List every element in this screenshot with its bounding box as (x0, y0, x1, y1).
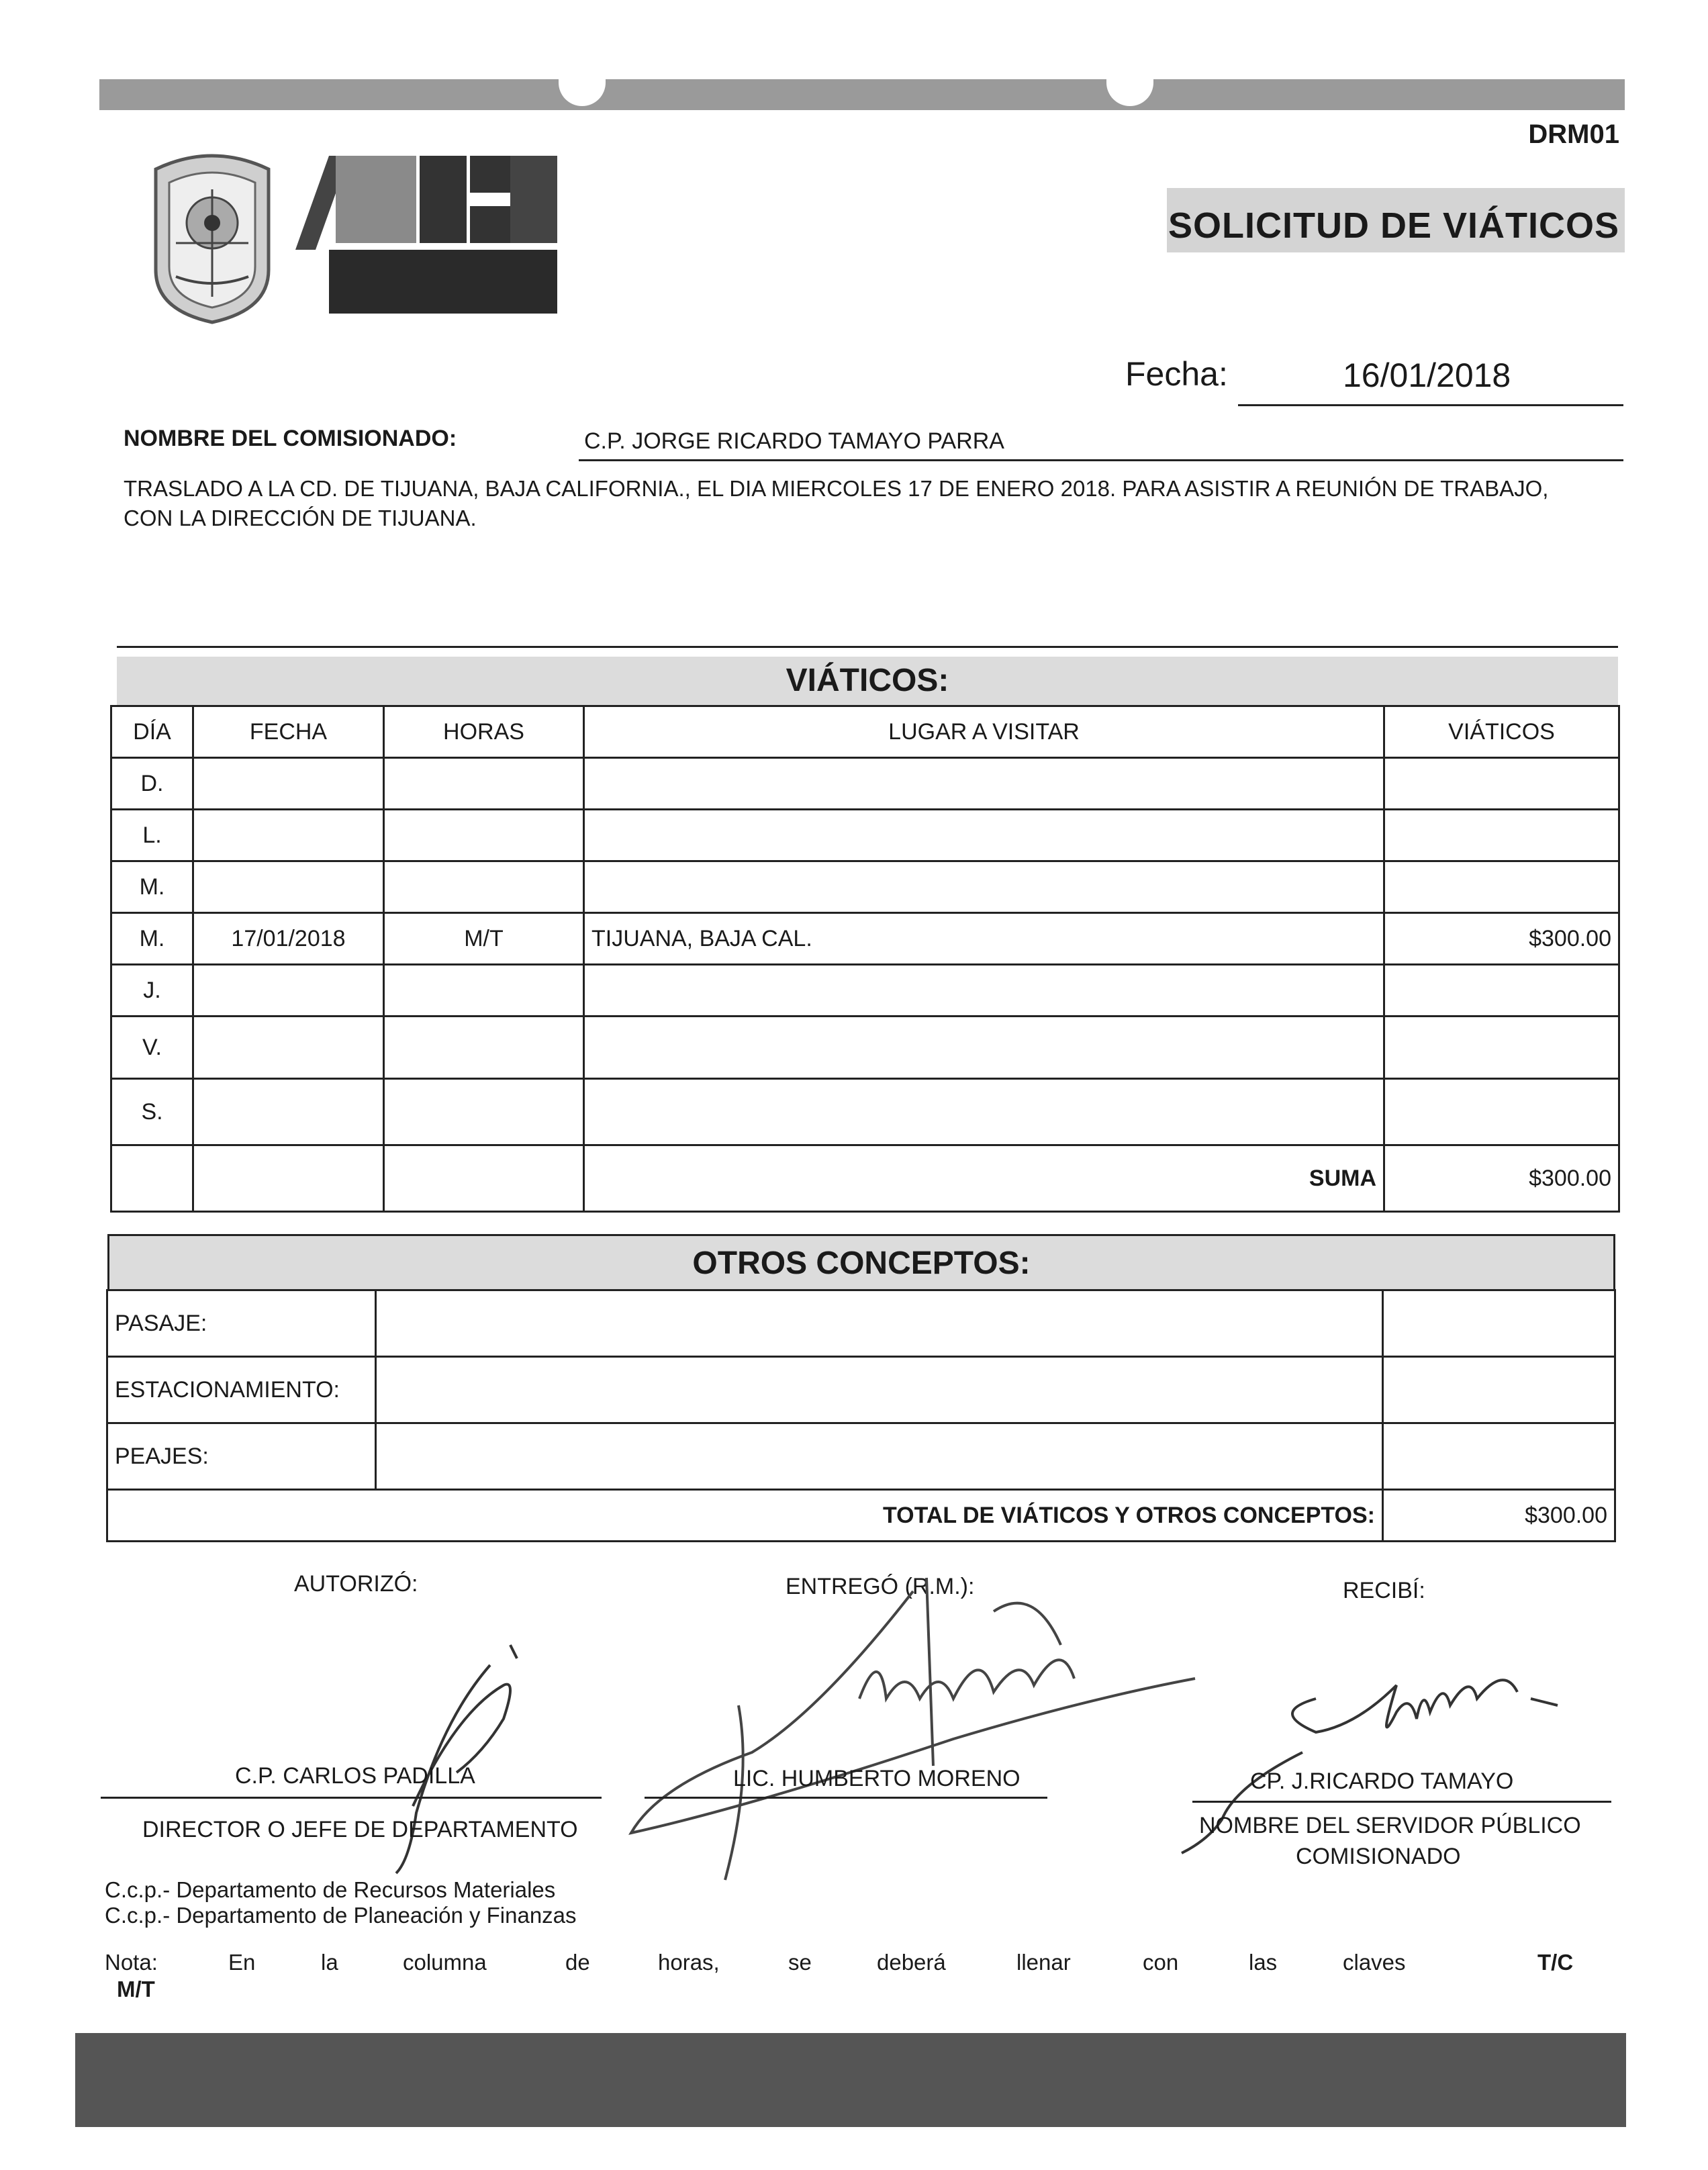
nota-word: En (228, 1950, 256, 1975)
suma-row (111, 1145, 1619, 1212)
row-viaticos (1384, 810, 1619, 861)
nota-word: de (565, 1950, 590, 1975)
otros-blank (376, 1290, 1383, 1357)
suma-empty-cell (111, 1145, 193, 1212)
autorizo-signature-line (101, 1797, 602, 1799)
row-lugar (584, 1017, 1384, 1079)
row-viaticos (1384, 965, 1619, 1017)
table-row (111, 913, 1619, 965)
entrego-signature-line (645, 1797, 1047, 1799)
nota-code-tc: T/C (1537, 1950, 1574, 1975)
total-label: TOTAL DE VIÁTICOS Y OTROS CONCEPTOS: (107, 1490, 1383, 1542)
table-row (111, 810, 1619, 861)
otros-label-pasaje: PASAJE: (107, 1290, 376, 1357)
fecha-label: Fecha: (1125, 355, 1228, 393)
otros-label-estacionamiento: ESTACIONAMIENTO: (107, 1357, 376, 1423)
row-lugar (584, 965, 1384, 1017)
ccp-line-1: C.c.p.- Departamento de Recursos Materiales (105, 1877, 556, 1902)
otros-section-title: OTROS CONCEPTOS: (107, 1234, 1615, 1291)
row-horas (384, 758, 584, 810)
autorizo-role: DIRECTOR O JEFE DE DEPARTAMENTO (142, 1817, 578, 1842)
entrego-label: ENTREGÓ (R.M.): (786, 1574, 975, 1599)
table-row (107, 1423, 1615, 1490)
nota-word: la (321, 1950, 338, 1975)
row-dia: V. (111, 1017, 193, 1079)
otros-value-estacionamiento (1383, 1357, 1615, 1423)
row-fecha (193, 965, 384, 1017)
otros-table (106, 1289, 1616, 1542)
motivo-line-1: TRASLADO A LA CD. DE TIJUANA, BAJA CALIFORNIA., EL DIA MIERCOLES 17 DE ENERO 2018. PARA ASISTIR A REUNIÓN DE TRABAJO, (124, 476, 1549, 501)
nota-word: columna (403, 1950, 487, 1975)
document-title: SOLICITUD DE VIÁTICOS (1168, 205, 1619, 246)
table-row (111, 758, 1619, 810)
nota-word: con (1143, 1950, 1179, 1975)
suma-label: SUMA (584, 1145, 1384, 1212)
top-header-bar (99, 79, 1625, 110)
row-lugar (584, 758, 1384, 810)
comisionado-name: C.P. JORGE RICARDO TAMAYO PARRA (584, 428, 1004, 454)
viaticos-table (110, 705, 1620, 1213)
motivo-line-2: CON LA DIRECCIÓN DE TIJUANA. (124, 506, 477, 530)
viaticos-section-title: VIÁTICOS: (117, 657, 1618, 705)
row-dia: M. (111, 861, 193, 913)
recibi-name: CP. J.RICARDO TAMAYO (1250, 1768, 1514, 1794)
footer-bar (75, 2033, 1626, 2127)
suma-value: $300.00 (1384, 1145, 1619, 1212)
suma-empty-cell (384, 1145, 584, 1212)
comisionado-underline (579, 459, 1623, 461)
suma-empty-cell (193, 1145, 384, 1212)
otros-value-pasaje (1383, 1290, 1615, 1357)
entrego-name: LIC. HUMBERTO MORENO (733, 1766, 1021, 1791)
section-separator (117, 646, 1618, 648)
table-row (111, 1017, 1619, 1079)
row-fecha (193, 1017, 384, 1079)
row-dia: L. (111, 810, 193, 861)
total-value: $300.00 (1383, 1490, 1615, 1542)
header-dia: DÍA (111, 706, 193, 758)
fecha-value: 16/01/2018 (1343, 357, 1511, 394)
recibi-signature-line (1192, 1801, 1611, 1803)
header-viaticos: VIÁTICOS (1384, 706, 1619, 758)
row-viaticos (1384, 861, 1619, 913)
row-horas: M/T (384, 913, 584, 965)
row-viaticos (1384, 1017, 1619, 1079)
otros-blank (376, 1423, 1383, 1490)
table-row (107, 1357, 1615, 1423)
table-row (111, 861, 1619, 913)
row-dia: M. (111, 913, 193, 965)
row-lugar (584, 1079, 1384, 1145)
autorizo-label: AUTORIZÓ: (294, 1571, 418, 1597)
recibi-role-line-2: COMISIONADO (1296, 1844, 1461, 1869)
ccp-line-2: C.c.p.- Departamento de Planeación y Finanzas (105, 1903, 577, 1928)
institution-logo (289, 156, 564, 317)
nota-word: claves (1343, 1950, 1406, 1975)
row-fecha (193, 861, 384, 913)
row-horas (384, 810, 584, 861)
signature-entrego (618, 1564, 1222, 1914)
nota-word: se (788, 1950, 812, 1975)
signature-autorizo (349, 1638, 551, 1880)
document-code: DRM01 (1528, 120, 1619, 149)
row-fecha: 17/01/2018 (193, 913, 384, 965)
row-dia: D. (111, 758, 193, 810)
row-horas (384, 1079, 584, 1145)
row-viaticos: $300.00 (1384, 913, 1619, 965)
row-horas (384, 1017, 584, 1079)
nota-word: las (1249, 1950, 1278, 1975)
nota-word: llenar (1016, 1950, 1071, 1975)
comisionado-label: NOMBRE DEL COMISIONADO: (124, 426, 457, 451)
row-viaticos (1384, 1079, 1619, 1145)
total-row (107, 1490, 1615, 1542)
table-row (111, 965, 1619, 1017)
otros-label-peajes: PEAJES: (107, 1423, 376, 1490)
row-horas (384, 861, 584, 913)
fecha-underline (1238, 404, 1623, 406)
motivo-text (124, 474, 1627, 533)
autorizo-name: C.P. CARLOS PADILLA (235, 1763, 475, 1789)
row-viaticos (1384, 758, 1619, 810)
recibi-label: RECIBÍ: (1343, 1578, 1425, 1603)
recibi-role-line-1: NOMBRE DEL SERVIDOR PÚBLICO (1199, 1813, 1581, 1838)
nota-word: horas, (658, 1950, 720, 1975)
state-seal-logo (149, 142, 275, 325)
nota-word: Nota: (105, 1950, 158, 1975)
row-fecha (193, 810, 384, 861)
row-dia: S. (111, 1079, 193, 1145)
header-horas: HORAS (384, 706, 584, 758)
row-lugar (584, 861, 1384, 913)
row-fecha (193, 1079, 384, 1145)
table-row (111, 1079, 1619, 1145)
header-lugar: LUGAR A VISITAR (584, 706, 1384, 758)
nota-code-mt: M/T (117, 1977, 155, 2001)
row-horas (384, 965, 584, 1017)
table-row (107, 1290, 1615, 1357)
row-lugar (584, 810, 1384, 861)
row-fecha (193, 758, 384, 810)
header-fecha: FECHA (193, 706, 384, 758)
row-dia: J. (111, 965, 193, 1017)
otros-value-peajes (1383, 1423, 1615, 1490)
nota-word: deberá (877, 1950, 946, 1975)
row-lugar: TIJUANA, BAJA CAL. (584, 913, 1384, 965)
otros-blank (376, 1357, 1383, 1423)
viaticos-header-row (111, 706, 1619, 758)
